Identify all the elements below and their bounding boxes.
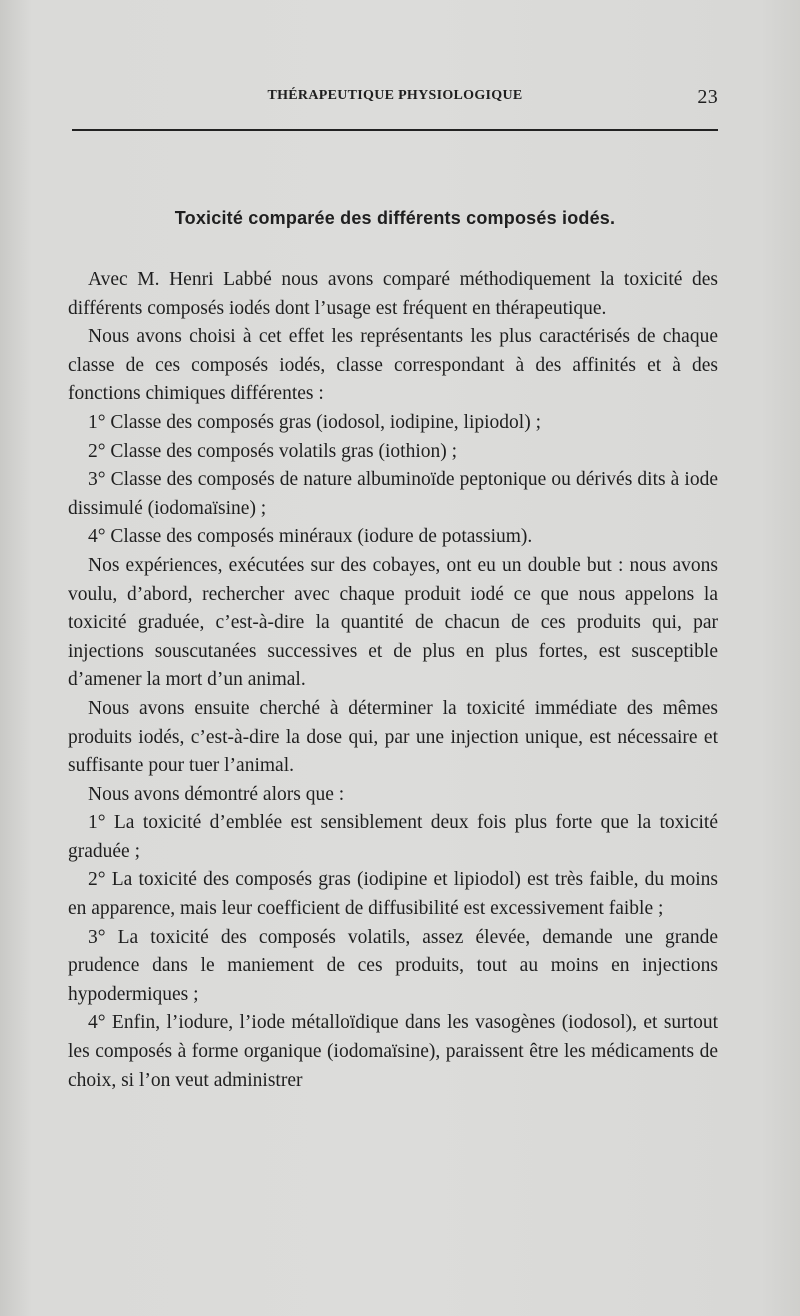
page-number: 23 — [697, 86, 718, 108]
paragraph: Avec M. Henri Labbé nous avons comparé méthodiquement la toxicité des différents composés iodés dont l’usage est fréquent en thérapeutique. — [68, 269, 718, 319]
section-title: Toxicité comparée des différents composés iodés. — [174, 208, 616, 228]
list-item: 2° La toxicité des composés gras (iodipine et lipiodol) est très faible, du moins en apparence, mais leur coefficient de diffusibilité est excessivement faible ; — [68, 869, 718, 920]
list-item: 1° La toxicité d’emblée est sensiblement deux fois plus forte que la toxicité graduée ; — [68, 812, 718, 862]
paragraph: Nos expériences, exécutées sur des cobayes, ont eu un double but : nous avons voulu, d’abord, rechercher avec chaque produit iodé ce que nous appelons la toxicité graduée, c’est-à-dire la quantité de chacun de ces produits qui, par injections souscutanées successives et de plus en plus fortes, est susceptible d’amener la mort d’un animal. — [68, 554, 718, 691]
paragraph: Nous avons démontré alors que : — [88, 783, 345, 805]
list-item: 1° Classe des composés gras (iodosol, iodipine, lipiodol) ; — [88, 411, 542, 433]
list-item: 3° La toxicité des composés volatils, assez élevée, demande une grande prudence dans le maniement de ces produits, tout au moins en injections hypodermiques ; — [68, 926, 718, 1005]
list-item: 4° Enfin, l’iodure, l’iode métalloïdique dans les vasogènes (iodosol), et surtout les composés à forme organique (iodomaïsine), paraissent être les médicaments de choix, si l’on veut administrer — [68, 1012, 718, 1091]
paragraph: Nous avons ensuite cherché à déterminer la toxicité immédiate des mêmes produits iodés, c’est-à-dire la dose qui, par une injection unique, est nécessaire et suffisante pour tuer l’animal. — [68, 697, 718, 777]
page-header — [72, 88, 718, 112]
running-title: THÉRAPEUTIQUE PHYSIOLOGIQUE — [267, 88, 523, 103]
header-rule — [72, 129, 718, 131]
list-item: 3° Classe des composés de nature albuminoïde peptonique ou dérivés dits à iode dissimulé (iodomaïsine) ; — [68, 469, 718, 519]
paragraph: Nous avons choisi à cet effet les représentants les plus caractérisés de chaque classe de ces composés iodés, classe correspondant à des affinités et à des fonctions chimiques différentes : — [68, 326, 718, 405]
body-text — [68, 266, 718, 1095]
list-item: 2° Classe des composés volatils gras (iothion) ; — [88, 440, 458, 462]
list-item: 4° Classe des composés minéraux (iodure de potassium). — [88, 526, 533, 548]
